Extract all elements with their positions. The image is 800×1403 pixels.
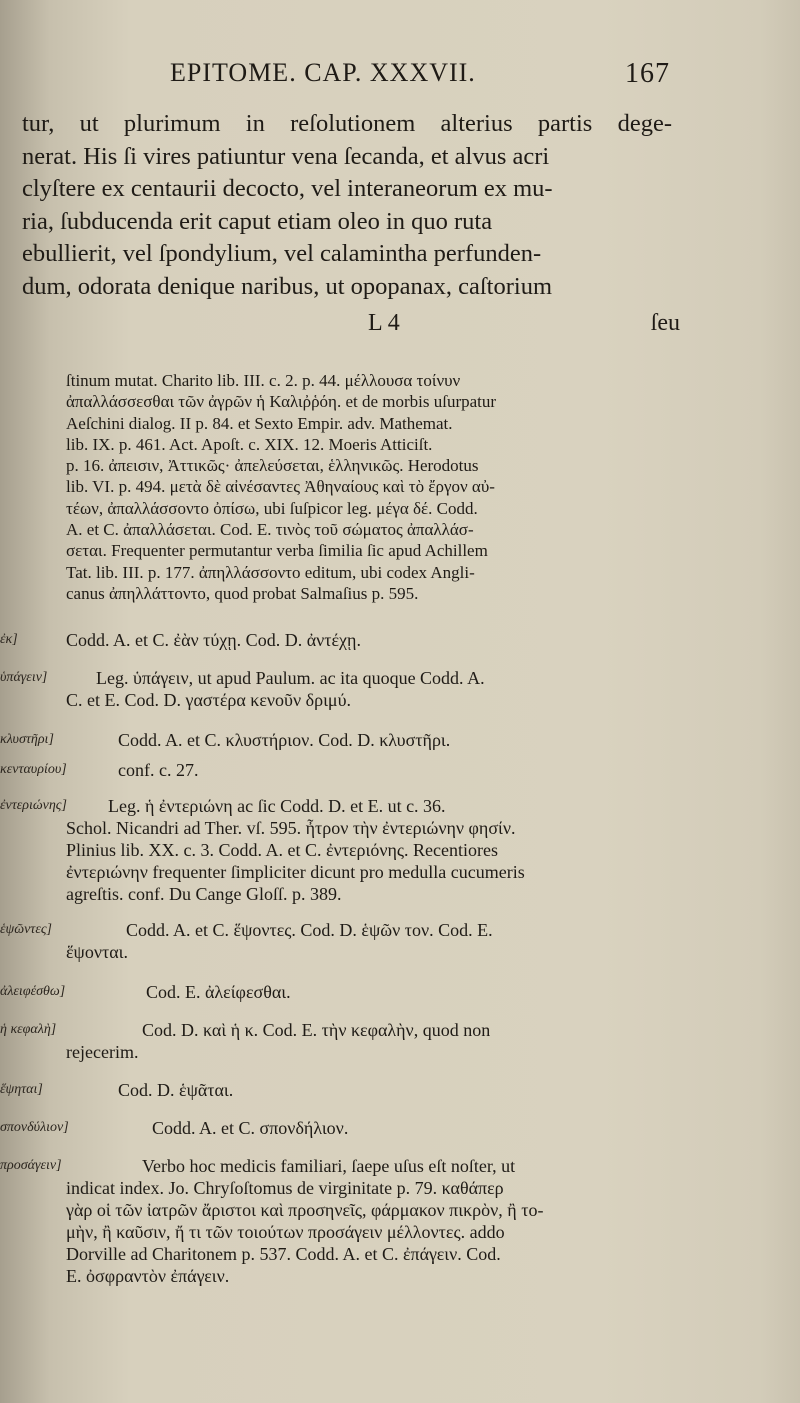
catchword: ſeu bbox=[650, 310, 680, 336]
main-text-line: ria, ſubducenda erit caput etiam oleo in quo ruta bbox=[22, 207, 493, 235]
note-lemma: ἐντεριώνης] bbox=[0, 798, 67, 813]
footnote-line: Aeſchini dialog. II p. 84. et Sexto Empir. adv. Mathemat. bbox=[66, 413, 453, 433]
main-text-line: nerat. His ſi vires patiuntur vena ſecanda, et alvus acri bbox=[22, 142, 550, 170]
note-line: rejecerim. bbox=[66, 1042, 139, 1062]
note-line: ἕψονται. bbox=[66, 942, 128, 962]
page-number: 167 bbox=[625, 58, 670, 89]
main-text-line: dum, odorata denique naribus, ut opopanax, caſtorium bbox=[22, 272, 553, 300]
note-line: conf. c. 27. bbox=[118, 760, 199, 780]
note-line: Schol. Nicandri ad Ther. vſ. 595. ἦτρον τὴν ἐντεριώνην φησίν. bbox=[66, 818, 516, 838]
footnote-line: σεται. Frequenter permutantur verba ſimilia ſic apud Achillem bbox=[66, 541, 488, 561]
note-line: Leg. ὑπάγειν, ut apud Paulum. ac ita quoque Codd. A. bbox=[96, 668, 485, 688]
note-line: Codd. A. et C. κλυστήριον. Cod. D. κλυστῆρι. bbox=[118, 730, 451, 750]
note-line: agreſtis. conf. Du Cange Gloſſ. p. 389. bbox=[66, 884, 342, 904]
note-lemma: προσάγειν] bbox=[0, 1158, 62, 1173]
footnote-line: Tat. lib. III. p. 177. ἀπηλλάσσοντο editum, ubi codex Angli- bbox=[66, 562, 475, 582]
signature-mark: L 4 bbox=[368, 310, 400, 336]
note-line: Cod. E. ἀλείφεσθαι. bbox=[146, 982, 291, 1002]
note-lemma: ὑπάγειν] bbox=[0, 670, 48, 685]
footnote-line: ἀπαλλάσσεσθαι τῶν ἀγρῶν ἡ Καλιῤῥόη. et de morbis uſurpatur bbox=[66, 392, 497, 412]
note-lemma: κλυστῆρι] bbox=[0, 732, 54, 747]
note-line: E. ὀσφραντὸν ἐπάγειν. bbox=[66, 1266, 230, 1286]
note-line: Cod. D. καὶ ἡ κ. Cod. E. τὴν κεφαλὴν, quod non bbox=[142, 1020, 491, 1040]
note-line: indicat index. Jo. Chryſoſtomus de virginitate p. 79. καθάπερ bbox=[66, 1178, 504, 1198]
main-text bbox=[0, 108, 672, 303]
note-line: μὴν, ἢ καῦσιν, ἤ τι τῶν τοιούτων προσάγειν μέλλοντες. addo bbox=[66, 1222, 505, 1242]
running-title: EPITOME. CAP. XXXVII. bbox=[170, 58, 476, 87]
note-line: Dorville ad Charitonem p. 537. Codd. A. et C. ἐπάγειν. Cod. bbox=[66, 1244, 501, 1264]
note-lemma: ἕψηται] bbox=[0, 1082, 43, 1097]
note-line: Codd. A. et C. ἐὰν τύχῃ. Cod. D. ἀντέχῃ. bbox=[66, 630, 361, 650]
note-line: Cod. D. ἑψᾶται. bbox=[118, 1080, 234, 1100]
note-line: γὰρ οἱ τῶν ἰατρῶν ἄριστοι καὶ προσηνεῖς, φάρμακον πικρὸν, ἢ το- bbox=[66, 1200, 544, 1220]
signature-line bbox=[0, 310, 680, 344]
footnote-line: canus ἀπηλλάττοντο, quod probat Salmaſius p. 595. bbox=[66, 583, 419, 603]
note-line: C. et E. Cod. D. γαστέρα κενοῦν δριμύ. bbox=[66, 690, 351, 710]
footnote-line: lib. IX. p. 461. Act. Apoſt. c. XIX. 12. Moeris Atticiſt. bbox=[66, 434, 433, 454]
note-lemma: ἡ κεφαλὴ] bbox=[0, 1022, 57, 1037]
note-line: Plinius lib. XX. c. 3. Codd. A. et C. ἐντεριόνης. Recentiores bbox=[66, 840, 498, 860]
footnote-line: ſtinum mutat. Charito lib. III. c. 2. p. 44. μέλλουσα τοίνυν bbox=[66, 371, 461, 390]
main-text-line: tur, ut plurimum in reſolutionem alterius partis dege- bbox=[22, 110, 672, 137]
note-line: Verbo hoc medicis familiari, ſaepe uſus eſt noſter, ut bbox=[142, 1156, 516, 1176]
main-text-line: clyſtere ex centaurii decocto, vel interaneorum ex mu- bbox=[22, 175, 553, 202]
footnote-line: lib. VI. p. 494. μετὰ δὲ αἰνέσαντες Ἀθηναίους καὶ τὸ ἔργον αὐ- bbox=[66, 477, 495, 497]
note-line: Leg. ἡ ἐντεριώνη ac ſic Codd. D. et E. ut c. 36. bbox=[108, 796, 446, 816]
note-lemma: σπονδύλιον] bbox=[0, 1120, 69, 1135]
note-lemma: κενταυρίου] bbox=[0, 762, 67, 777]
note-line: Codd. A. et C. σπονδήλιον. bbox=[152, 1118, 349, 1138]
note-line: Codd. A. et C. ἕψοντες. Cod. D. ἑψῶν τον. Cod. E. bbox=[126, 920, 493, 940]
footnote-line: p. 16. ἀπεισιν, Ἀττικῶς· ἀπελεύσεται, ἑλληνικῶς. Herodotus bbox=[66, 456, 479, 476]
page-header bbox=[170, 58, 670, 98]
note-lemma: ἐκ] bbox=[0, 632, 18, 647]
footnote-line: A. et C. ἀπαλλάσεται. Cod. E. τινὸς τοῦ σώματος ἀπαλλάσ- bbox=[66, 520, 474, 540]
note-line: ἐντεριώνην frequenter ſimpliciter dicunt pro medulla cucumeris bbox=[66, 862, 525, 882]
main-text-line: ebullierit, vel ſpondylium, vel calamintha perfunden- bbox=[22, 240, 542, 267]
footnote-line: τέων, ἀπαλλάσσοντο ὀπίσω, ubi ſuſpicor leg. μέγα δέ. Codd. bbox=[66, 498, 478, 518]
note-lemma: ἑψῶντες] bbox=[0, 922, 52, 937]
footnote-continuation bbox=[66, 370, 666, 604]
note-lemma: ἀλειφέσθω] bbox=[0, 984, 66, 999]
